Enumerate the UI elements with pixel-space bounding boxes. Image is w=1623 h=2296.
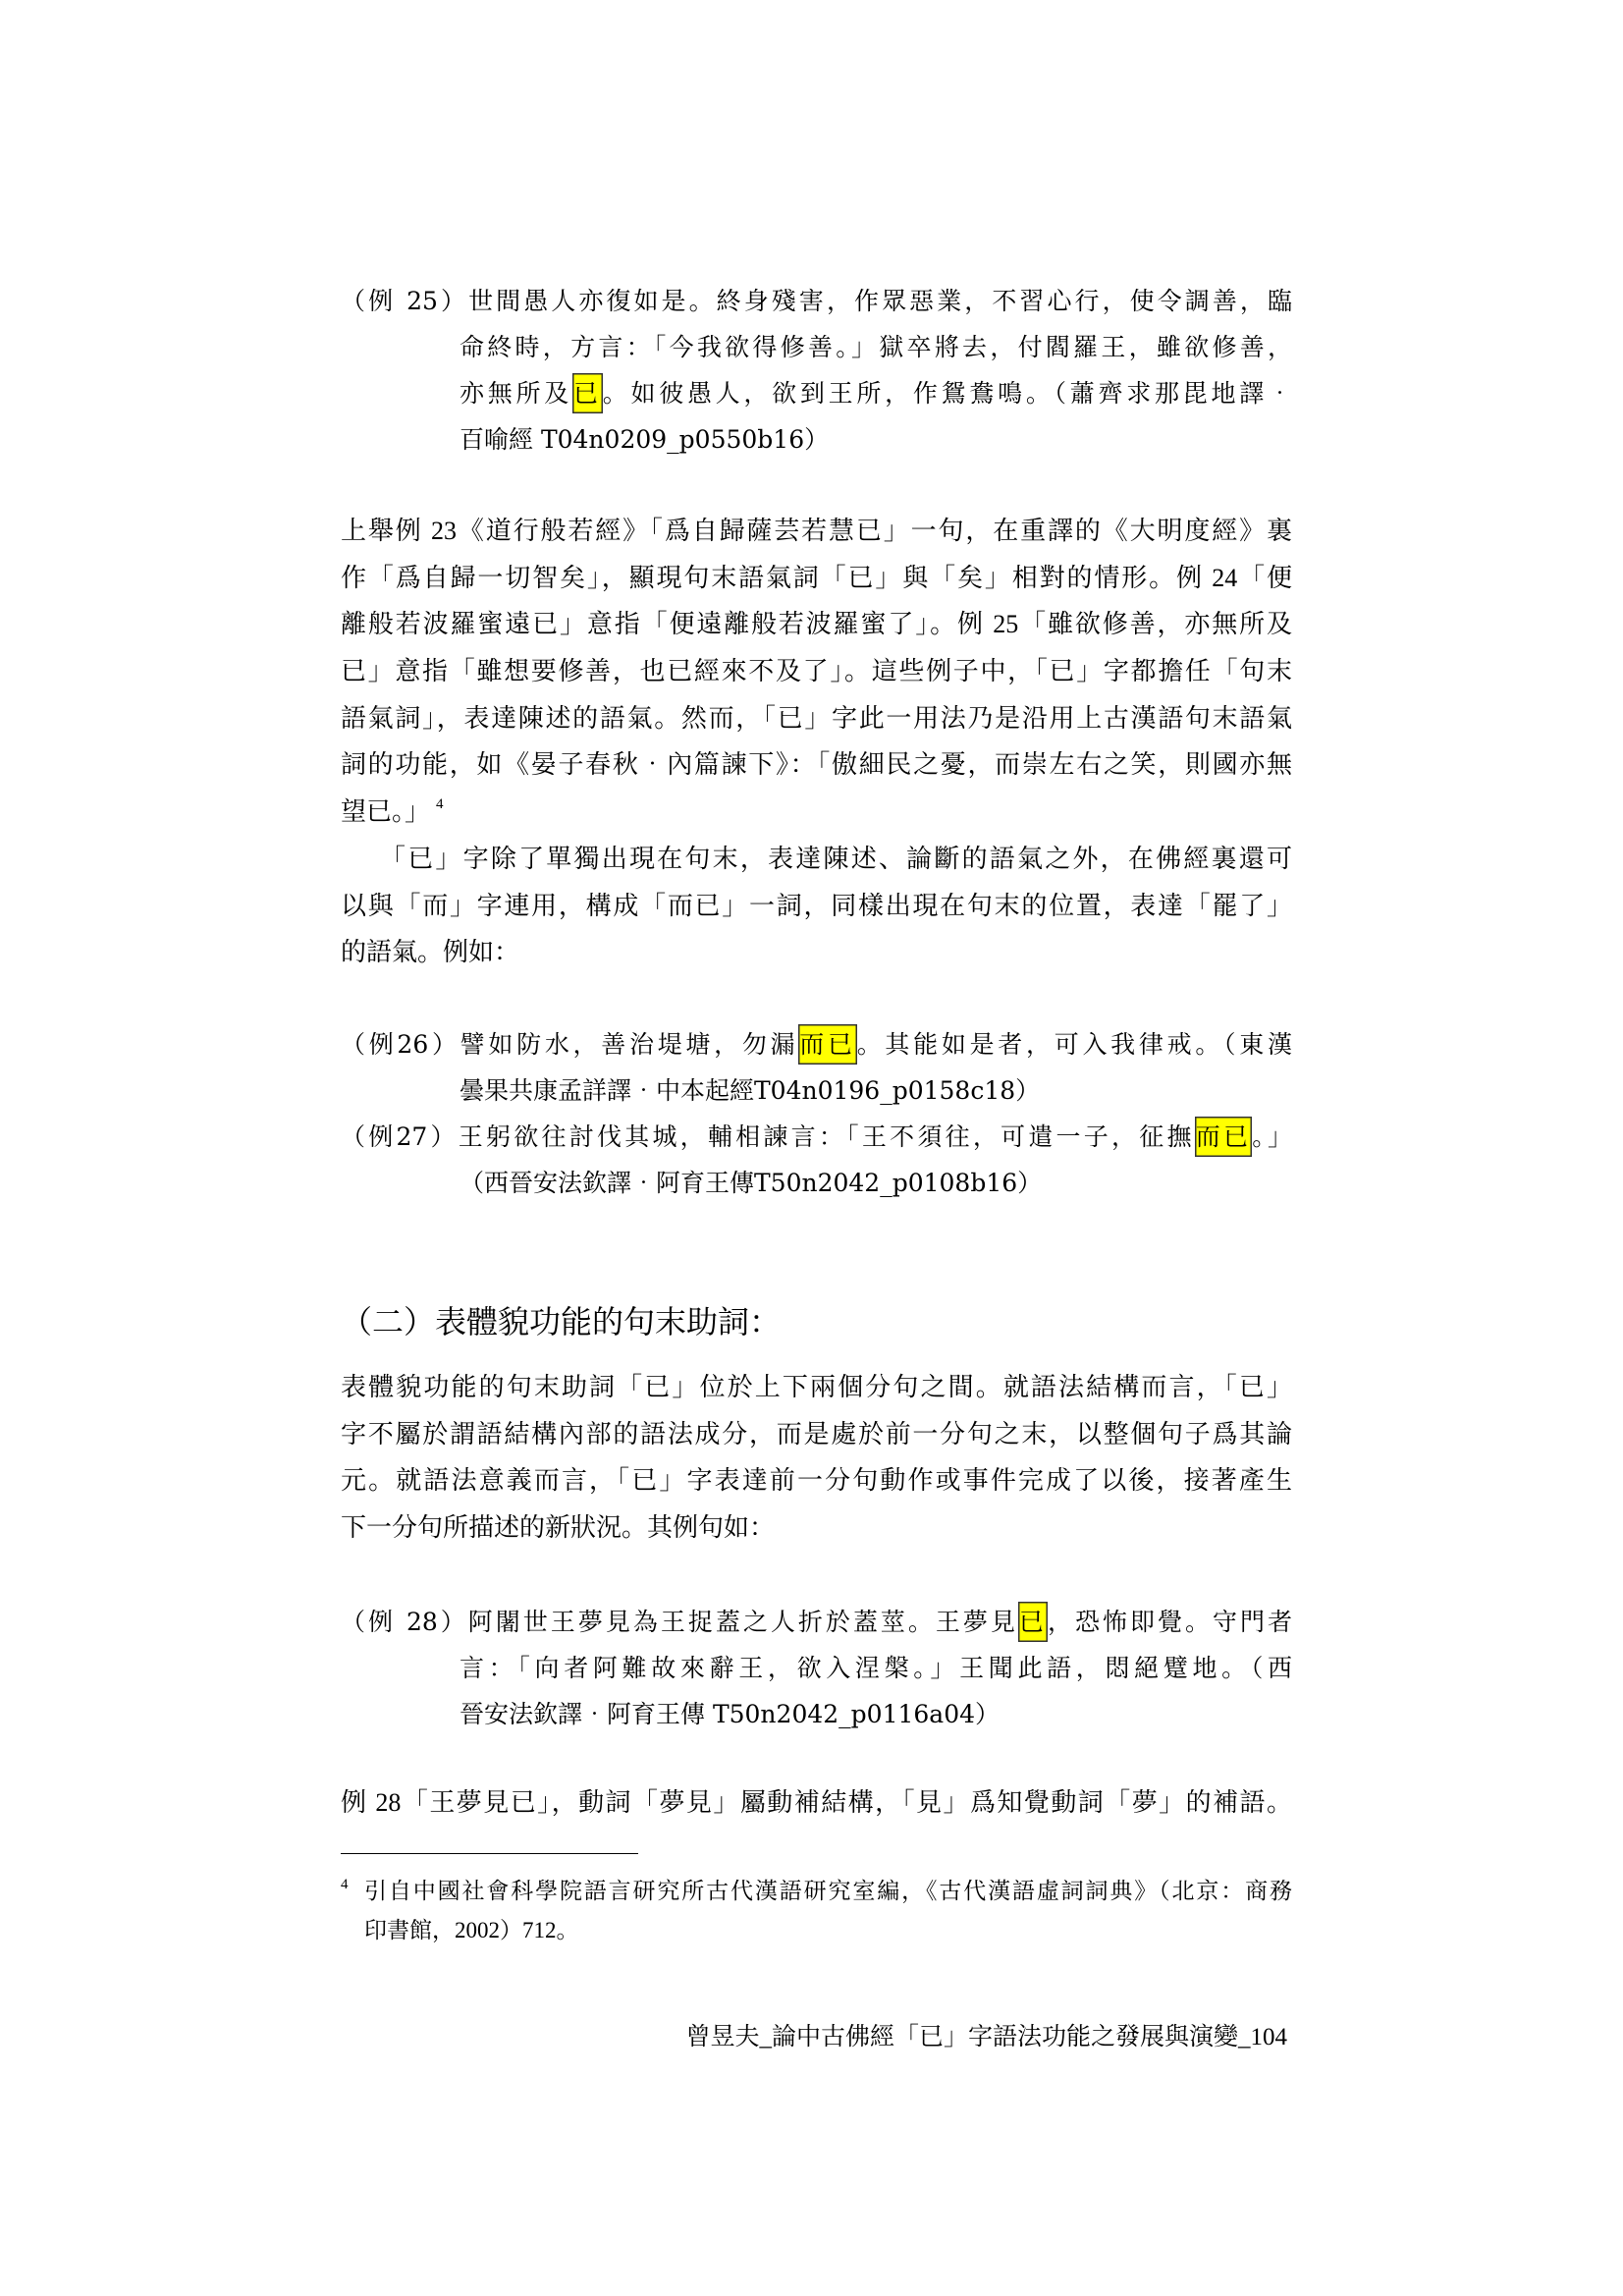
example-26: [341, 1021, 1292, 1114]
text-span: （例26）譬如防水，善治堤塘，勿漏: [341, 1030, 799, 1059]
example-source: 晉安法欽譯‧阿育王傳 T50n2042_p0116a04）: [460, 1700, 1001, 1728]
page-footer: 曾昱夫_論中古佛經「已」字語法功能之發展與演變_104: [685, 2024, 1287, 2050]
example-line: [341, 370, 1292, 416]
example-25: [341, 278, 1292, 463]
footnote-rule: [341, 1853, 638, 1854]
text-span: 。」: [1252, 1122, 1292, 1151]
text-span: 。其能如是者，可入我律戒。（東漢: [856, 1030, 1292, 1059]
paragraph-line: 已」意指「雖想要修善，也已經來不及了」。這些例子中，「已」字都擔任「句末: [341, 657, 1292, 686]
paragraph-line: 上舉例 23《道行般若經》「爲自歸薩芸若慧已」一句，在重譯的《大明度經》裏: [341, 517, 1292, 545]
paragraph-line: 的語氣。例如：: [341, 938, 520, 967]
highlighted-term: 而已: [798, 1024, 856, 1065]
footnote-line: 引自中國社會科學院語言研究所古代漢語研究室編，《古代漢語虛詞詞典》（北京：商務: [364, 1879, 1292, 1903]
section-heading: （二）表體貌功能的句末助詞：: [341, 1303, 782, 1340]
paragraph-line: [341, 789, 1292, 836]
paragraph-line: 作「爲自歸一切智矣」，顯現句末語氣詞「已」與「矣」相對的情形。例 24「便: [341, 563, 1292, 592]
example-line: 言：「向者阿難故來辭王，欲入涅槃。」王聞此語，悶絕躄地。（西: [460, 1654, 1292, 1682]
text-span: 。如彼愚人，欲到王所，作鴛鴦鳴。（蕭齊求那毘地譯‧: [602, 379, 1292, 408]
paragraph-line: 表體貌功能的句末助詞「已」位於上下兩個分句之間。就語法結構而言，「已」: [341, 1373, 1292, 1401]
text-span: ，恐怖即覺。守門者: [1047, 1608, 1292, 1636]
text-span: 望已。」: [341, 797, 431, 827]
paragraph-line: 語氣詞」，表達陳述的語氣。然而，「已」字此一用法乃是沿用上古漢語句末語氣: [341, 703, 1292, 733]
text-span: （例27）王躬欲往討伐其城，輔相諫言：「王不須往，可遣一子，征撫: [341, 1122, 1195, 1151]
paragraph-line: 例 28「王夢見已」，動詞「夢見」屬動補結構，「見」爲知覺動詞「夢」的補語。: [341, 1788, 1292, 1817]
paragraph: [341, 1364, 1292, 1552]
example-line: [341, 1114, 1292, 1160]
text-span: （例 28）阿闍世王夢見為王捉蓋之人折於蓋莖。王夢見: [341, 1608, 1018, 1636]
example-line: [341, 1021, 1292, 1067]
example-source: （西晉安法欽譯‧阿育王傳T50n2042_p0108b16）: [460, 1169, 1043, 1197]
paragraph-line: 離般若波羅蜜遠已」意指「便遠離般若波羅蜜了」。例 25「雖欲修善，亦無所及: [341, 610, 1292, 639]
highlighted-term: 而已: [1195, 1117, 1252, 1157]
footnote: [341, 1872, 1292, 1950]
footnote-marker: 4: [341, 1877, 349, 1892]
example-source: 曇果共康孟詳譯‧中本起經T04n0196_p0158c18）: [460, 1076, 1041, 1105]
example-27: [341, 1114, 1292, 1206]
paragraph-line: 以與「而」字連用，構成「而已」一詞，同樣出現在句末的位置，表達「罷了」: [341, 891, 1292, 920]
paragraph-line: 「已」字除了單獨出現在句末，表達陳述、論斷的語氣之外，在佛經裏還可: [380, 845, 1292, 873]
highlighted-term: 已: [572, 373, 603, 413]
paragraph-line: 字不屬於謂語結構內部的語法成分，而是處於前一分句之末，以整個句子爲其論: [341, 1419, 1292, 1449]
paragraph: [341, 836, 1292, 976]
paragraph: [341, 1779, 1292, 1827]
footnote-line: 印書館，2002）712。: [364, 1918, 579, 1942]
paragraph-line: 詞的功能，如《晏子春秋‧內篇諫下》：「傲細民之憂，而崇左右之笑，則國亦無: [341, 750, 1292, 780]
text-span: 亦無所及: [460, 379, 572, 408]
example-28: [341, 1599, 1292, 1737]
example-line: [341, 1599, 1292, 1645]
highlighted-term: 已: [1018, 1602, 1048, 1642]
example-source: 百喻經 T04n0209_p0550b16）: [460, 425, 830, 454]
paragraph-line: 元。就語法意義而言，「已」字表達前一分句動作或事件完成了以後，接著產生: [341, 1466, 1292, 1496]
paragraph: [341, 508, 1292, 836]
example-line: （例 25）世間愚人亦復如是。終身殘害，作眾惡業，不習心行，使令調善，臨: [341, 287, 1292, 315]
example-line: 命終時，方言：「今我欲得修善。」獄卒將去，付閻羅王，雖欲修善，: [460, 333, 1292, 361]
paragraph-line: 下一分句所描述的新狀況。其例句如：: [341, 1513, 776, 1543]
footnote-ref: 4: [436, 796, 444, 813]
